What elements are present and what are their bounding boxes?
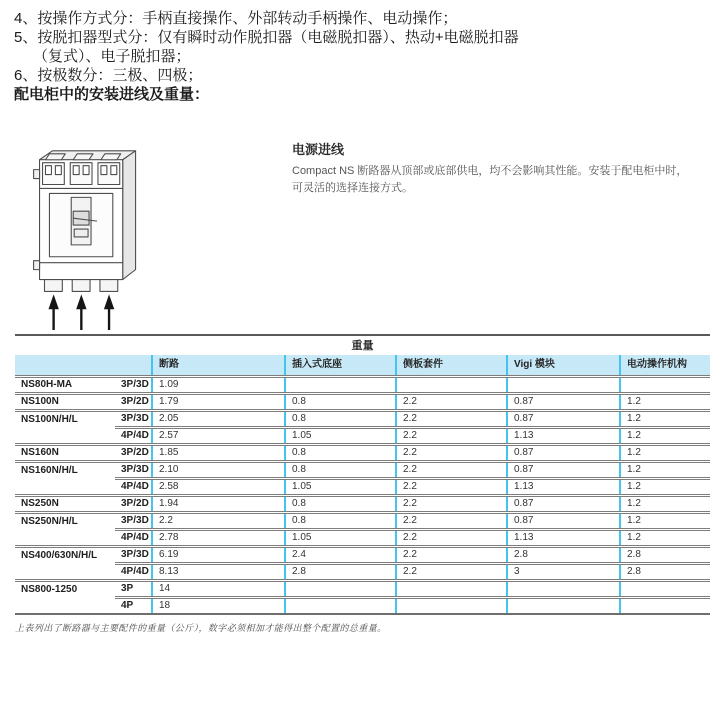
col-breaker-header: 断路 — [152, 355, 285, 377]
table-row — [15, 377, 710, 394]
table-row — [15, 530, 710, 547]
poles-cell: 3P/2D — [115, 394, 152, 411]
weight-value-cell — [620, 581, 710, 598]
table-row — [15, 496, 710, 513]
weight-value-cell: 0.87 — [507, 394, 620, 411]
table-footnote: 上表列出了断路器与主要配件的重量（公斤），数字必须相加才能得出整个配置的总重量。 — [15, 623, 387, 633]
weight-value-cell: 1.2 — [620, 445, 710, 462]
weight-value-cell: 1.05 — [285, 428, 396, 445]
col-plugin-base-header: 插入式底座 — [285, 355, 396, 377]
weight-value-cell: 1.2 — [620, 428, 710, 445]
col-model-header — [15, 355, 115, 377]
power-inlet-section — [292, 134, 694, 334]
poles-cell: 4P/4D — [115, 428, 152, 445]
list-item-6: 6、按极数分：三极、四极； — [14, 67, 203, 84]
model-cell: NS250N — [15, 496, 115, 513]
model-cell: NS100N/H/L — [15, 411, 115, 428]
classification-list — [0, 0, 710, 104]
weight-value-cell: 2.2 — [396, 513, 507, 530]
weight-value-cell: 2.2 — [396, 428, 507, 445]
poles-cell: 3P/3D — [115, 462, 152, 479]
weight-table — [15, 355, 710, 615]
weight-value-cell: 1.94 — [152, 496, 285, 513]
weight-value-cell: 0.8 — [285, 445, 396, 462]
power-inlet-title: 电源进线 — [292, 142, 345, 157]
section-heading: 配电柜中的安装进线及重量： — [14, 86, 210, 103]
weight-value-cell: 1.13 — [507, 428, 620, 445]
weight-value-cell: 0.8 — [285, 394, 396, 411]
weight-value-cell: 0.87 — [507, 445, 620, 462]
list-item-5-continuation: （复式）、电子脱扣器； — [33, 48, 191, 65]
weight-value-cell: 2.2 — [396, 479, 507, 496]
weight-value-cell: 1.2 — [620, 394, 710, 411]
weight-value-cell: 2.2 — [396, 462, 507, 479]
weight-value-cell: 2.78 — [152, 530, 285, 547]
weight-value-cell: 0.87 — [507, 513, 620, 530]
weight-value-cell — [285, 377, 396, 394]
table-row — [15, 581, 710, 598]
weight-value-cell: 2.58 — [152, 479, 285, 496]
weight-value-cell — [507, 598, 620, 615]
weight-value-cell: 2.2 — [396, 547, 507, 564]
weight-value-cell: 8.13 — [152, 564, 285, 581]
model-cell: NS160N — [15, 445, 115, 462]
weight-value-cell: 1.85 — [152, 445, 285, 462]
table-row — [15, 513, 710, 530]
circuit-breaker-illustration — [18, 134, 170, 332]
weight-value-cell: 1.2 — [620, 530, 710, 547]
col-motor-mechanism-header: 电动操作机构 — [620, 355, 710, 377]
table-row — [15, 598, 710, 615]
weight-value-cell — [396, 598, 507, 615]
model-cell: NS400/630N/H/L — [15, 547, 115, 564]
weight-value-cell: 2.2 — [396, 411, 507, 428]
weight-value-cell: 2.2 — [396, 564, 507, 581]
weight-value-cell: 0.87 — [507, 496, 620, 513]
bottom-terminals — [45, 280, 118, 292]
poles-cell: 4P/4D — [115, 530, 152, 547]
table-row — [15, 462, 710, 479]
weight-table-title: 重量 — [351, 340, 374, 352]
table-row — [15, 479, 710, 496]
table-row — [15, 411, 710, 428]
model-cell — [15, 564, 115, 581]
poles-cell: 3P/3D — [115, 513, 152, 530]
weight-value-cell: 2.2 — [152, 513, 285, 530]
weight-value-cell: 2.8 — [620, 547, 710, 564]
model-cell: NS800-1250 — [15, 581, 115, 598]
weight-value-cell: 0.8 — [285, 513, 396, 530]
poles-cell: 3P/2D — [115, 496, 152, 513]
table-row — [15, 428, 710, 445]
supply-arrows-icon — [48, 294, 114, 330]
weight-value-cell: 0.87 — [507, 462, 620, 479]
weight-value-cell: 0.8 — [285, 462, 396, 479]
weight-value-cell: 1.2 — [620, 496, 710, 513]
weight-value-cell: 1.05 — [285, 530, 396, 547]
weight-value-cell: 2.05 — [152, 411, 285, 428]
weight-value-cell — [507, 581, 620, 598]
weight-value-cell — [285, 581, 396, 598]
weight-value-cell: 1.05 — [285, 479, 396, 496]
weight-value-cell: 18 — [152, 598, 285, 615]
weight-value-cell — [396, 377, 507, 394]
poles-cell: 4P — [115, 598, 152, 615]
weight-table-section — [15, 334, 710, 615]
table-row — [15, 564, 710, 581]
model-cell — [15, 530, 115, 547]
col-poles-header — [115, 355, 152, 377]
weight-value-cell: 2.57 — [152, 428, 285, 445]
weight-value-cell: 0.8 — [285, 411, 396, 428]
weight-value-cell: 2.4 — [285, 547, 396, 564]
table-row — [15, 394, 710, 411]
weight-value-cell: 2.2 — [396, 445, 507, 462]
model-cell — [15, 428, 115, 445]
weight-value-cell — [620, 377, 710, 394]
toggle-handle — [49, 193, 112, 256]
weight-value-cell: 0.8 — [285, 496, 396, 513]
weight-value-cell: 1.09 — [152, 377, 285, 394]
weight-value-cell: 2.8 — [285, 564, 396, 581]
weight-value-cell: 2.8 — [507, 547, 620, 564]
weight-value-cell: 2.2 — [396, 496, 507, 513]
poles-cell: 3P/2D — [115, 445, 152, 462]
weight-value-cell — [620, 598, 710, 615]
col-side-plate-header: 侧板套件 — [396, 355, 507, 377]
weight-value-cell: 2.2 — [396, 530, 507, 547]
weight-value-cell: 1.2 — [620, 513, 710, 530]
weight-value-cell: 1.2 — [620, 479, 710, 496]
poles-cell: 3P/3D — [115, 377, 152, 394]
table-row — [15, 547, 710, 564]
poles-cell: 3P — [115, 581, 152, 598]
weight-value-cell: 2.10 — [152, 462, 285, 479]
poles-cell: 3P/3D — [115, 411, 152, 428]
power-inlet-body: Compact NS 断路器从顶部或底部供电，均不会影响其性能。安装于配电柜中时，可灵活的选择连接方式。 — [292, 165, 688, 195]
weight-value-cell: 1.79 — [152, 394, 285, 411]
model-cell — [15, 479, 115, 496]
model-cell: NS250N/H/L — [15, 513, 115, 530]
weight-value-cell: 1.2 — [620, 462, 710, 479]
weight-table-header-row — [15, 355, 710, 377]
top-terminals — [43, 154, 121, 185]
weight-value-cell: 1.2 — [620, 411, 710, 428]
weight-value-cell — [285, 598, 396, 615]
model-cell: NS160N/H/L — [15, 462, 115, 479]
list-item-5: 5、按脱扣器型式分：仅有瞬时动作脱扣器（电磁脱扣器）、热动+电磁脱扣器 — [14, 29, 519, 46]
weight-value-cell: 3 — [507, 564, 620, 581]
model-cell: NS100N — [15, 394, 115, 411]
weight-value-cell — [396, 581, 507, 598]
poles-cell: 3P/3D — [115, 547, 152, 564]
poles-cell: 4P/4D — [115, 479, 152, 496]
weight-value-cell — [507, 377, 620, 394]
weight-value-cell: 2.8 — [620, 564, 710, 581]
model-cell — [15, 598, 115, 615]
list-item-4: 4、按操作方式分：手柄直接操作、外部转动手柄操作、电动操作； — [14, 10, 458, 27]
table-row — [15, 445, 710, 462]
weight-value-cell: 2.2 — [396, 394, 507, 411]
breaker-figure — [0, 134, 292, 334]
col-vigi-module-header: Vigi 模块 — [507, 355, 620, 377]
weight-value-cell: 1.13 — [507, 530, 620, 547]
weight-value-cell: 0.87 — [507, 411, 620, 428]
model-cell: NS80H-MA — [15, 377, 115, 394]
weight-value-cell: 14 — [152, 581, 285, 598]
poles-cell: 4P/4D — [115, 564, 152, 581]
weight-value-cell: 6.19 — [152, 547, 285, 564]
weight-value-cell: 1.13 — [507, 479, 620, 496]
figure-section — [0, 134, 710, 334]
